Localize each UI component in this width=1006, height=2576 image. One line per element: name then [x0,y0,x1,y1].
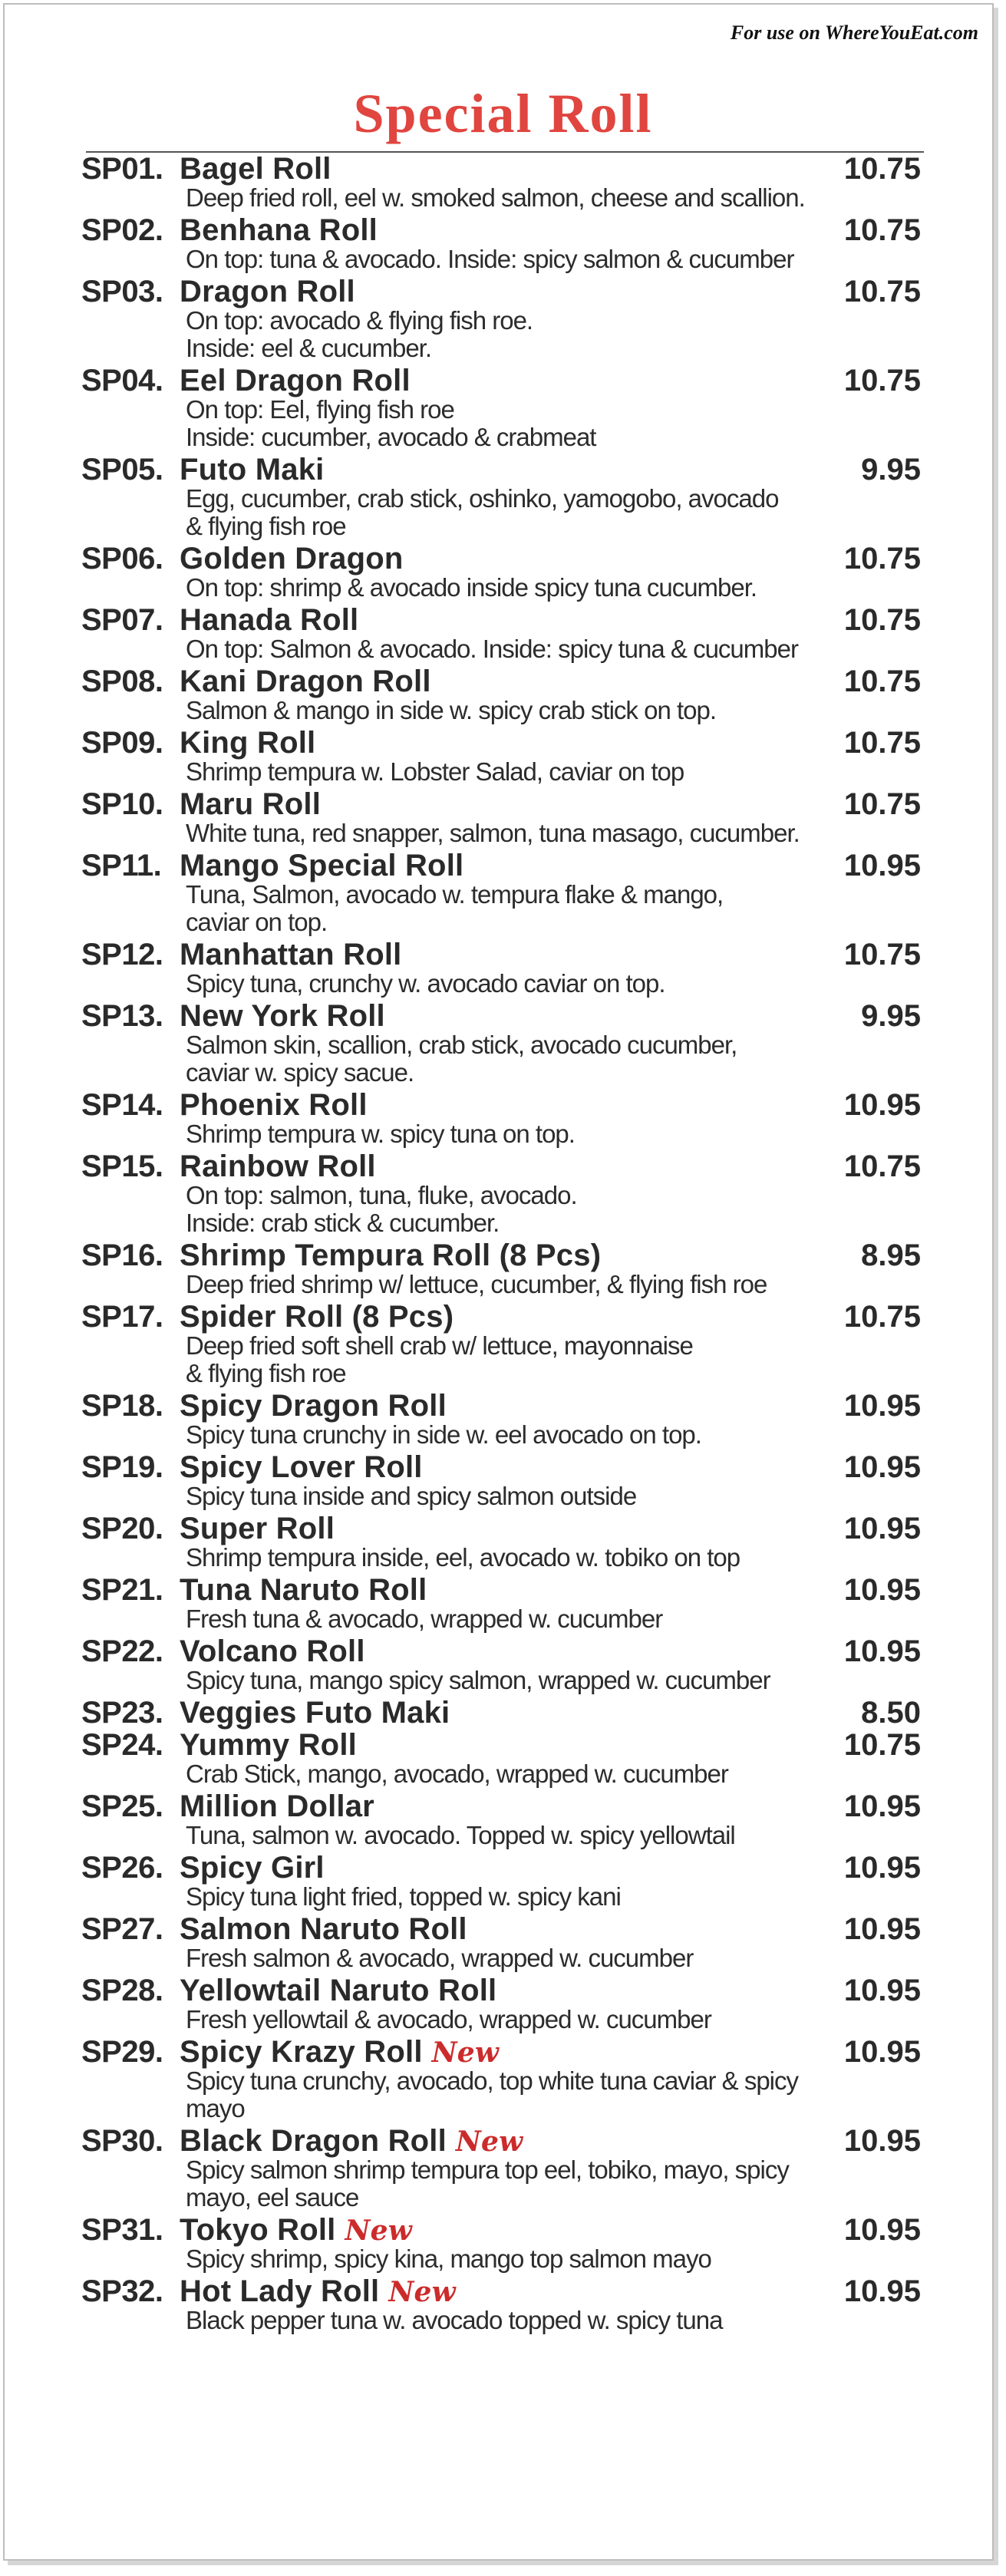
item-name-wrap [180,1512,844,1546]
menu-item-header [81,2274,925,2308]
item-name-wrap [180,787,844,822]
menu-item [81,2274,925,2334]
item-code: SP10. [81,787,163,821]
item-code: SP16. [81,1239,163,1272]
item-code: SP21. [81,1573,163,1607]
item-price: 10.95 [843,2124,921,2158]
menu-item-header [81,1300,925,1334]
menu-item-header [81,1974,925,2007]
item-name: Golden Dragon [180,542,404,576]
menu-item-header [81,213,925,247]
menu-item [81,2213,925,2273]
menu-item [81,2124,925,2212]
item-price: 10.95 [843,2274,921,2308]
menu-title: Special Roll [353,83,653,144]
menu-item [81,1634,925,1694]
menu-item-header [81,1389,925,1423]
menu-item [81,1789,925,1849]
item-name-wrap [180,152,844,186]
menu-item-header [81,1634,925,1668]
item-description: Salmon skin, scallion, crab stick, avocado cucumber, caviar w. spicy sacue. [186,1031,737,1087]
item-name: Dragon Roll [180,275,355,308]
item-price: 10.75 [843,787,921,821]
item-price: 10.75 [843,665,921,698]
item-code: SP17. [81,1300,163,1334]
item-description: Spicy tuna, mango spicy salmon, wrapped w. cucumber [186,1666,770,1694]
item-name-wrap [180,453,861,487]
item-name: Salmon Naruto Roll [180,1912,467,1946]
item-name: Veggies Futo Maki [180,1696,450,1730]
item-code: SP09. [81,726,163,760]
item-price: 10.75 [843,152,921,186]
menu-item-header [81,2035,925,2069]
item-name-wrap [180,2213,844,2248]
menu-item [81,152,925,212]
item-price: 10.95 [843,1573,921,1607]
item-price: 8.95 [861,1239,921,1272]
item-name-wrap [180,275,844,309]
item-name-wrap [180,1573,844,1608]
item-price: 10.75 [843,1728,921,1762]
item-price: 10.75 [843,938,921,971]
menu-item-header [81,453,925,487]
menu-item-header [81,2124,925,2158]
menu-item [81,1696,925,1730]
item-code: SP14. [81,1088,163,1122]
item-name-wrap [180,2035,844,2070]
item-code: SP27. [81,1912,163,1946]
item-price: 10.95 [843,849,921,882]
item-price: 10.95 [843,1088,921,1122]
item-name: Yummy Roll [180,1728,357,1762]
item-name: Black Dragon Roll [180,2124,447,2158]
item-description: On top: Salmon & avocado. Inside: spicy tuna & cucumber [186,635,798,663]
new-badge: New [388,2276,456,2308]
item-description: Fresh tuna & avocado, wrapped w. cucumber [186,1605,663,1633]
item-name: Eel Dragon Roll [180,364,411,397]
item-name: Spicy Dragon Roll [180,1389,447,1423]
item-name: Shrimp Tempura Roll (8 Pcs) [180,1239,602,1272]
menu-item-header [81,152,925,186]
item-code: SP22. [81,1634,163,1668]
item-description: On top: shrimp & avocado inside spicy tuna cucumber. [186,573,757,602]
item-name: Spicy Krazy Roll [180,2035,423,2069]
item-name-wrap [180,1696,861,1730]
item-description: Fresh salmon & avocado, wrapped w. cucumber [186,1944,694,1972]
item-price: 10.75 [843,1149,921,1183]
item-description: Spicy tuna inside and spicy salmon outside [186,1482,637,1510]
item-name-wrap [180,542,844,576]
item-name-wrap [180,1088,844,1123]
item-description: Spicy tuna light fried, topped w. spicy kani [186,1882,621,1911]
item-name-wrap [180,1789,844,1824]
item-code: SP11. [81,849,162,882]
item-name-wrap [180,213,844,248]
menu-item [81,1512,925,1572]
new-badge: New [345,2215,412,2247]
item-code: SP04. [81,364,163,397]
item-description: Salmon & mango in side w. spicy crab stick on top. [186,696,717,724]
watermark-text: For use on WhereYouEat.com [730,21,978,44]
menu-item [81,603,925,663]
item-code: SP15. [81,1149,163,1183]
item-name: New York Roll [180,999,385,1033]
item-name: Super Roll [180,1512,335,1545]
item-code: SP28. [81,1974,163,2007]
item-price: 10.95 [843,1912,921,1946]
item-price: 9.95 [861,453,921,487]
menu-item-header [81,999,925,1033]
menu-item [81,726,925,786]
item-price: 10.95 [843,1512,921,1545]
item-name: Spider Roll (8 Pcs) [180,1300,454,1334]
menu-item [81,453,925,540]
item-code: SP31. [81,2213,163,2247]
item-description: Deep fried shrimp w/ lettuce, cucumber, & flying fish roe [186,1270,767,1298]
menu-item-header [81,2213,925,2247]
item-name-wrap [180,603,844,638]
menu-item [81,938,925,998]
item-name: Rainbow Roll [180,1149,376,1183]
item-code: SP30. [81,2124,163,2158]
item-name-wrap [180,726,844,760]
item-price: 10.75 [843,364,921,397]
item-price: 10.95 [843,1389,921,1423]
item-name: Benhana Roll [180,213,378,247]
new-badge: New [455,2126,523,2158]
item-code: SP01. [81,152,163,186]
item-name: Futo Maki [180,453,325,487]
menu-item-header [81,1450,925,1484]
item-code: SP23. [81,1696,163,1730]
item-code: SP07. [81,603,163,637]
item-name-wrap [180,2124,844,2159]
item-name-wrap [180,1974,844,2008]
item-name-wrap [180,1389,844,1423]
menu-list [81,152,925,2336]
menu-item-header [81,726,925,760]
menu-item [81,999,925,1087]
item-price: 10.95 [843,1851,921,1885]
menu-item [81,1300,925,1387]
menu-item [81,2035,925,2122]
item-code: SP06. [81,542,163,576]
item-name: King Roll [180,726,316,760]
menu-item [81,1450,925,1510]
item-description: Tuna, salmon w. avocado. Topped w. spicy yellowtail [186,1821,735,1849]
item-description: On top: salmon, tuna, fluke, avocado. Inside: crab stick & cucumber. [186,1181,577,1237]
item-name: Mango Special Roll [180,849,464,882]
item-code: SP24. [81,1728,163,1762]
item-description: Spicy shrimp, spicy kina, mango top salmon mayo [186,2245,711,2273]
item-price: 10.95 [843,2035,921,2069]
menu-item-header [81,364,925,397]
item-name: Kani Dragon Roll [180,665,431,698]
item-name: Volcano Roll [180,1634,365,1668]
menu-item-header [81,1912,925,1946]
menu-item [81,1088,925,1148]
menu-item-header [81,938,925,971]
menu-item [81,1239,925,1298]
item-code: SP02. [81,213,163,247]
menu-item [81,1573,925,1633]
item-name-wrap [180,1728,844,1763]
item-code: SP32. [81,2274,163,2308]
item-description: Spicy salmon shrimp tempura top eel, tobiko, mayo, spicy mayo, eel sauce [186,2155,789,2212]
item-price: 10.75 [843,603,921,637]
item-name-wrap [180,1450,844,1485]
menu-item [81,665,925,724]
item-name: Yellowtail Naruto Roll [180,1974,497,2007]
item-name-wrap [180,1149,844,1184]
item-name: Spicy Girl [180,1851,325,1885]
item-name-wrap [180,1912,844,1947]
menu-item [81,1149,925,1237]
item-price: 10.95 [843,2213,921,2247]
item-description: Tuna, Salmon, avocado w. tempura flake & mango, caviar on top. [186,880,724,936]
menu-item [81,1728,925,1788]
menu-item-header [81,787,925,821]
item-price: 8.50 [861,1696,921,1730]
item-description: Deep fried roll, eel w. smoked salmon, cheese and scallion. [186,183,805,212]
item-name-wrap [180,2274,844,2309]
item-price: 10.75 [843,726,921,760]
item-description: Egg, cucumber, crab stick, oshinko, yamogobo, avocado & flying fish roe [186,484,779,540]
item-name-wrap [180,364,844,398]
item-code: SP29. [81,2035,163,2069]
item-description: Deep fried soft shell crab w/ lettuce, mayonnaise & flying fish roe [186,1331,693,1387]
item-description: Shrimp tempura inside, eel, avocado w. tobiko on top [186,1543,740,1572]
item-code: SP12. [81,938,163,971]
item-name: Hanada Roll [180,603,359,637]
item-name: Hot Lady Roll [180,2274,380,2308]
menu-item-header [81,1149,925,1183]
item-code: SP20. [81,1512,163,1545]
menu-item [81,364,925,451]
menu-item-header [81,1088,925,1122]
item-price: 10.75 [843,213,921,247]
item-name-wrap [180,938,844,972]
item-name: Manhattan Roll [180,938,402,971]
item-description: Crab Stick, mango, avocado, wrapped w. cucumber [186,1760,728,1788]
item-price: 10.75 [843,1300,921,1334]
menu-item [81,1851,925,1911]
menu-item [81,275,925,362]
item-description: Fresh yellowtail & avocado, wrapped w. cucumber [186,2005,711,2033]
item-name: Maru Roll [180,787,322,821]
menu-item-header [81,1696,925,1730]
item-description: On top: avocado & flying fish roe. Inside: eel & cucumber. [186,306,533,362]
item-code: SP05. [81,453,163,487]
item-price: 10.95 [843,1974,921,2007]
menu-item-header [81,542,925,576]
item-name: Phoenix Roll [180,1088,368,1122]
item-name-wrap [180,1634,844,1669]
item-name: Million Dollar [180,1789,374,1823]
menu-item-header [81,275,925,308]
item-price: 10.95 [843,1634,921,1668]
item-name: Tuna Naruto Roll [180,1573,427,1607]
item-description: On top: tuna & avocado. Inside: spicy salmon & cucumber [186,245,794,273]
item-name-wrap [180,849,844,883]
item-price: 10.75 [843,542,921,576]
item-code: SP26. [81,1851,163,1885]
item-name-wrap [180,1300,844,1334]
menu-item-header [81,665,925,698]
menu-item [81,1974,925,2033]
item-name: Spicy Lover Roll [180,1450,423,1484]
item-code: SP03. [81,275,163,308]
item-code: SP19. [81,1450,163,1484]
menu-item-header [81,1573,925,1607]
item-price: 10.95 [843,1789,921,1823]
menu-item [81,787,925,847]
item-code: SP13. [81,999,163,1033]
item-name: Bagel Roll [180,152,331,186]
new-badge: New [431,2037,500,2069]
item-name-wrap [180,665,844,699]
item-name-wrap [180,1851,844,1885]
menu-item-header [81,1512,925,1545]
item-description: White tuna, red snapper, salmon, tuna masago, cucumber. [186,819,800,847]
menu-item-header [81,1789,925,1823]
menu-item [81,542,925,602]
item-name-wrap [180,999,861,1034]
menu-item-header [81,1728,925,1762]
item-code: SP18. [81,1389,163,1423]
item-name-wrap [180,1239,861,1273]
item-description: Spicy tuna crunchy, avocado, top white tuna caviar & spicy mayo [186,2066,799,2122]
item-price: 10.75 [843,275,921,308]
item-description: Shrimp tempura w. Lobster Salad, caviar on top [186,757,684,786]
item-code: SP25. [81,1789,163,1823]
item-description: Spicy tuna crunchy in side w. eel avocado on top. [186,1420,701,1449]
item-price: 9.95 [861,999,921,1033]
item-name: Tokyo Roll [180,2213,336,2247]
menu-item-header [81,1851,925,1885]
menu-item-header [81,849,925,882]
menu-item [81,849,925,936]
menu-item [81,1389,925,1449]
item-description: Shrimp tempura w. spicy tuna on top. [186,1120,575,1148]
menu-item-header [81,1239,925,1272]
item-description: Spicy tuna, crunchy w. avocado caviar on top. [186,969,665,998]
item-description: On top: Eel, flying fish roe Inside: cucumber, avocado & crabmeat [186,395,596,451]
menu-item [81,1912,925,1972]
item-price: 10.95 [843,1450,921,1484]
item-code: SP08. [81,665,163,698]
menu-item [81,213,925,273]
item-description: Black pepper tuna w. avocado topped w. spicy tuna [186,2306,723,2334]
menu-item-header [81,603,925,637]
